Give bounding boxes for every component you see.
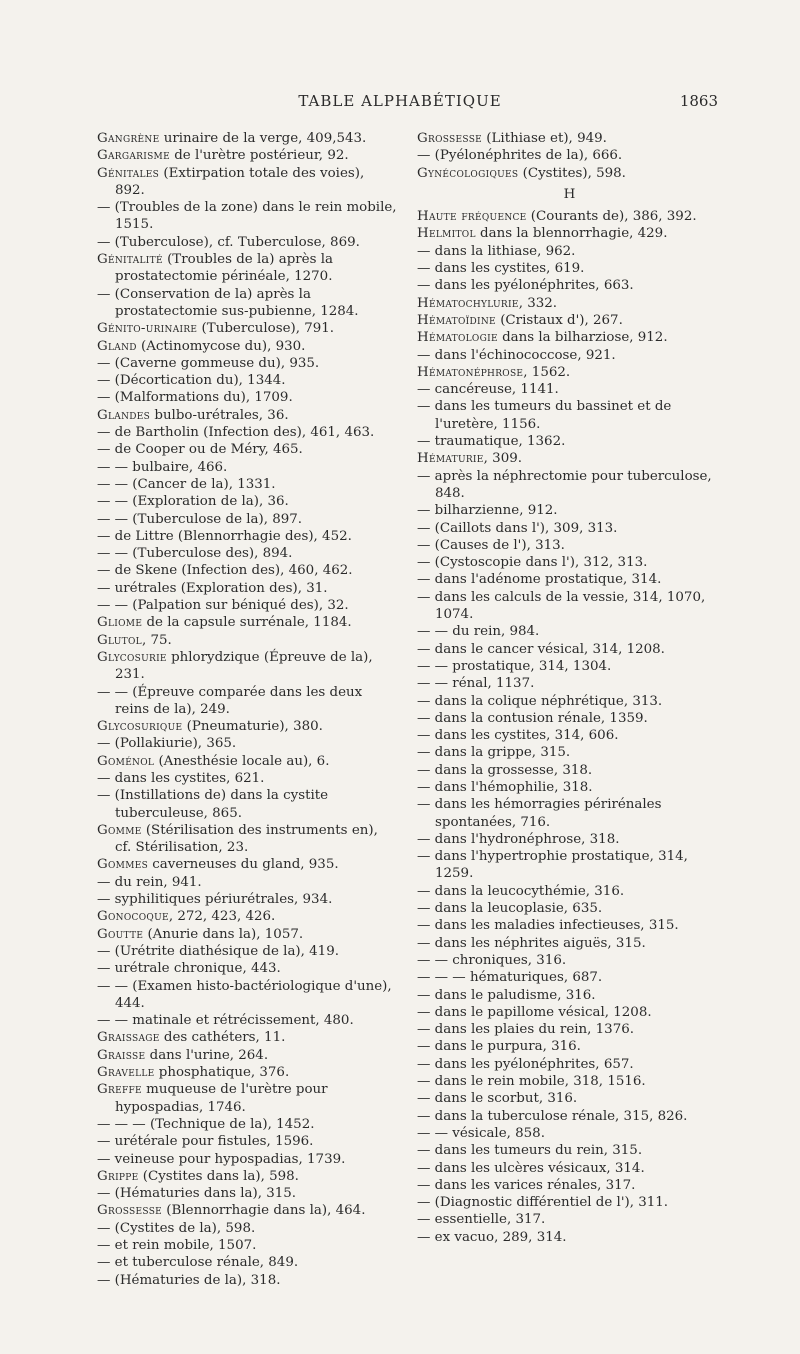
- index-entry: [97, 545, 397, 562]
- index-entry: [97, 1012, 397, 1029]
- entry-text: — — bulbaire, 466.: [97, 459, 228, 475]
- entry-headword: Grossesse: [417, 131, 483, 146]
- entry-text: — (Pyélonéphrites de la), 666.: [417, 148, 623, 164]
- entry-text: — dans la grossesse, 318.: [417, 762, 593, 778]
- index-entry: [417, 900, 722, 917]
- index-entry: [97, 251, 397, 286]
- entry-text: — urétrales (Exploration des), 31.: [97, 580, 328, 596]
- entry-text: — dans les varices rénales, 317.: [417, 1177, 636, 1193]
- index-entry: [417, 502, 722, 519]
- entry-text: (Tuberculose), 791.: [197, 321, 335, 337]
- entry-headword: Graisse: [97, 1047, 146, 1063]
- entry-text: — après la néphrectomie pour tuberculose, 848.: [417, 468, 712, 501]
- index-entry: [417, 1160, 722, 1177]
- entry-text: (Pneumaturie), 380.: [182, 719, 323, 735]
- entry-headword: Gomme: [97, 822, 142, 838]
- index-entry: [417, 1177, 722, 1194]
- index-entry: [417, 969, 722, 986]
- entry-text: — — (Tuberculose de la), 897.: [97, 511, 303, 527]
- index-entry: [97, 580, 397, 597]
- entry-text: — de Skene (Infection des), 460, 462.: [97, 563, 353, 579]
- entry-headword: Gonocoque: [97, 909, 169, 925]
- page-number: 1863: [679, 92, 718, 110]
- entry-headword: Gommes: [97, 857, 149, 873]
- entry-headword: Génito-urinaire: [97, 321, 198, 337]
- index-entry: [97, 424, 397, 441]
- entry-text: — — du rein, 984.: [417, 624, 540, 640]
- entry-headword: Graissage: [97, 1030, 160, 1046]
- entry-text: — dans les néphrites aiguës, 315.: [417, 935, 646, 951]
- index-entry: [417, 796, 722, 831]
- index-entry: [97, 165, 397, 200]
- entry-text: — dans les maladies infectieuses, 315.: [417, 918, 679, 934]
- entry-headword: Hématonéphrose: [417, 364, 524, 380]
- index-entry: [97, 476, 397, 493]
- entry-text: — — (Palpation sur béniqué des), 32.: [97, 598, 349, 614]
- entry-headword: Gland: [97, 338, 137, 354]
- index-entry: [417, 952, 722, 969]
- entry-text: (Actinomycose du), 930.: [136, 338, 306, 354]
- entry-headword: Grossesse: [97, 1203, 163, 1219]
- index-entry: [97, 822, 397, 857]
- entry-text: dans la blennorrhagie, 429.: [475, 226, 668, 242]
- index-entry: [417, 295, 722, 312]
- index-entry: [417, 935, 722, 952]
- index-entry: [417, 917, 722, 934]
- entry-text: — dans l'adénome prostatique, 314.: [417, 572, 662, 588]
- entry-text: — cancéreuse, 1141.: [417, 382, 559, 398]
- entry-text: (Blennorrhagie dans la), 464.: [162, 1203, 366, 1219]
- index-entry: [417, 1142, 722, 1159]
- index-entry: [97, 459, 397, 476]
- entry-text: — (Urétrite diathésique de la), 419.: [97, 943, 339, 959]
- index-entry: [417, 641, 722, 658]
- index-entry: [97, 856, 397, 873]
- entry-text: — et tuberculose rénale, 849.: [97, 1255, 299, 1271]
- index-entry: [97, 1133, 397, 1150]
- entry-text: — dans les ulcères vésicaux, 314.: [417, 1160, 645, 1176]
- entry-text: — dans les cystites, 621.: [97, 770, 265, 786]
- index-entry: [97, 562, 397, 579]
- index-entry: [97, 1220, 397, 1237]
- index-entry: [97, 770, 397, 787]
- entry-text: — (Conservation de la) après la prostatectomie sus-pubienne, 1284.: [97, 286, 359, 319]
- index-entry: [417, 398, 722, 433]
- index-entry: [97, 632, 397, 649]
- entry-text: dans la bilharziose, 912.: [497, 330, 668, 346]
- entry-headword: Haute fréquence: [417, 209, 527, 225]
- entry-text: — bilharzienne, 912.: [417, 503, 558, 519]
- entry-text: (Cystites dans la), 598.: [138, 1168, 299, 1184]
- index-entry: [417, 779, 722, 796]
- entry-headword: Glycosurie: [97, 649, 167, 665]
- entry-text: des cathéters, 11.: [159, 1030, 286, 1046]
- index-entry: [417, 1056, 722, 1073]
- index-entry: [417, 589, 722, 624]
- entry-text: — de Cooper ou de Méry, 465.: [97, 442, 303, 458]
- index-entry: [417, 1038, 722, 1055]
- entry-text: — dans le papillome vésical, 1208.: [417, 1004, 652, 1020]
- entry-headword: Génitalité: [97, 252, 163, 268]
- index-entry: [417, 1090, 722, 1107]
- index-entry: [417, 1108, 722, 1125]
- entry-headword: Hématoïdine: [417, 312, 496, 328]
- entry-text: — (Hématuries dans la), 315.: [97, 1186, 297, 1202]
- index-entry: [417, 147, 722, 164]
- index-entry: [417, 1211, 722, 1228]
- index-entry: [417, 364, 722, 381]
- index-group-g: [417, 130, 722, 182]
- index-entry: [417, 1194, 722, 1211]
- index-entry: [417, 1125, 722, 1142]
- index-entry: [417, 848, 722, 883]
- entry-text: — de Littre (Blennorrhagie des), 452.: [97, 528, 352, 544]
- entry-text: caverneuses du gland, 935.: [148, 857, 339, 873]
- entry-headword: Grippe: [97, 1168, 139, 1184]
- index-entry: [417, 277, 722, 294]
- index-entry: [417, 883, 722, 900]
- entry-text: — traumatique, 1362.: [417, 434, 566, 450]
- entry-text: muqueuse de l'urètre pour hypospadias, 1746.: [115, 1082, 328, 1115]
- entry-headword: Génitales: [97, 165, 160, 181]
- index-entry: [97, 1081, 397, 1116]
- entry-text: — (Instillations de) dans la cystite tuberculeuse, 865.: [97, 788, 329, 821]
- entry-text: — dans la colique néphrétique, 313.: [417, 693, 663, 709]
- index-entry: [97, 338, 397, 355]
- entry-text: (Anurie dans la), 1057.: [143, 926, 304, 942]
- index-group-h: [417, 208, 722, 1246]
- page-header: [0, 92, 800, 112]
- index-entry: [417, 675, 722, 692]
- index-entry: [417, 571, 722, 588]
- index-entry: [97, 735, 397, 752]
- index-entry: [97, 1168, 397, 1185]
- index-entry: [97, 978, 397, 1013]
- index-entry: [97, 320, 397, 337]
- entry-text: — (Caillots dans l'), 309, 313.: [417, 520, 618, 536]
- entry-text: (Cystites), 598.: [518, 165, 626, 181]
- entry-text: — — chroniques, 316.: [417, 952, 567, 968]
- index-entry: [97, 1047, 397, 1064]
- entry-headword: Gravelle: [97, 1065, 155, 1081]
- index-entry: [417, 1073, 722, 1090]
- entry-text: — — (Tuberculose des), 894.: [97, 546, 293, 562]
- index-entry: [97, 1202, 397, 1219]
- entry-text: — dans la contusion rénale, 1359.: [417, 710, 648, 726]
- entry-text: — du rein, 941.: [97, 874, 202, 890]
- entry-text: — (Décortication du), 1344.: [97, 373, 286, 389]
- index-entry: [97, 511, 397, 528]
- entry-text: (Extirpation totale des voies), 892.: [115, 165, 365, 198]
- entry-text: — — — (Technique de la), 1452.: [97, 1116, 315, 1132]
- entry-text: — — (Exploration de la), 36.: [97, 494, 289, 510]
- index-entry: [97, 753, 397, 770]
- entry-text: — dans l'échinococcose, 921.: [417, 347, 616, 363]
- entry-text: — dans la lithiase, 962.: [417, 243, 576, 259]
- entry-text: — (Cystoscopie dans l'), 312, 313.: [417, 555, 648, 571]
- entry-text: — dans les cystites, 314, 606.: [417, 728, 619, 744]
- index-entry: [97, 891, 397, 908]
- index-column-left: [97, 130, 397, 1289]
- running-title: TABLE ALPHABÉTIQUE: [298, 92, 502, 110]
- entry-headword: Hématologie: [417, 330, 498, 346]
- entry-text: (Lithiase et), 949.: [482, 131, 607, 146]
- index-entry: [417, 520, 722, 537]
- entry-text: — (Pollakiurie), 365.: [97, 736, 237, 752]
- index-entry: [97, 1185, 397, 1202]
- entry-text: — — matinale et rétrécissement, 480.: [97, 1013, 354, 1029]
- entry-text: urinaire de la verge, 409,543.: [159, 131, 367, 146]
- entry-text: — (Tuberculose), cf. Tuberculose, 869.: [97, 234, 360, 250]
- entry-text: — (Hématuries de la), 318.: [97, 1272, 281, 1288]
- index-entry: [417, 468, 722, 503]
- entry-text: dans l'urine, 264.: [145, 1047, 269, 1063]
- entry-text: — dans l'hydronéphrose, 318.: [417, 831, 620, 847]
- entry-headword: Greffe: [97, 1082, 142, 1098]
- index-entry: [97, 684, 397, 719]
- entry-text: bulbo-urétrales, 36.: [150, 407, 289, 423]
- index-entry: [97, 199, 397, 234]
- index-entry: [97, 1237, 397, 1254]
- index-entry: [97, 960, 397, 977]
- index-entry: [97, 1116, 397, 1133]
- entry-text: — essentielle, 317.: [417, 1212, 546, 1228]
- entry-text: — dans le purpura, 316.: [417, 1039, 581, 1055]
- entry-headword: Goutte: [97, 926, 144, 942]
- entry-text: phlorydzique (Épreuve de la), 231.: [115, 649, 373, 683]
- index-entry: [417, 260, 722, 277]
- entry-text: (Anesthésie locale au), 6.: [154, 753, 330, 769]
- entry-headword: Goménol: [97, 753, 155, 769]
- entry-text: phosphatique, 376.: [154, 1065, 290, 1081]
- entry-text: — (Causes de l'), 313.: [417, 537, 565, 553]
- index-entry: [417, 1004, 722, 1021]
- index-entry: [97, 943, 397, 960]
- index-entry: [97, 441, 397, 458]
- entry-text: (Stérilisation des instruments en), cf. Stérilisation, 23.: [115, 822, 378, 856]
- index-entry: [417, 433, 722, 450]
- entry-text: — — prostatique, 314, 1304.: [417, 658, 612, 674]
- entry-text: — dans les pyélonéphrites, 663.: [417, 278, 634, 294]
- entry-text: — — — hématuriques, 687.: [417, 970, 603, 986]
- entry-text: — — (Épreuve comparée dans les deux reins de la), 249.: [97, 684, 363, 717]
- index-entry: [97, 787, 397, 822]
- index-entry: [97, 614, 397, 631]
- index-entry: [417, 243, 722, 260]
- entry-text: — dans le paludisme, 316.: [417, 987, 596, 1003]
- entry-text: — — vésicale, 858.: [417, 1125, 545, 1141]
- index-entry: [97, 407, 397, 424]
- entry-text: — dans les plaies du rein, 1376.: [417, 1022, 634, 1038]
- entry-text: — — (Cancer de la), 1331.: [97, 476, 276, 492]
- entry-headword: Hématochylurie: [417, 295, 519, 311]
- entry-text: — — (Examen histo-bactériologique d'une), 444.: [97, 978, 392, 1011]
- entry-text: — (Malformations du), 1709.: [97, 390, 293, 406]
- entry-text: — dans l'hémophilie, 318.: [417, 779, 593, 795]
- entry-text: (Troubles de la) après la prostatectomie périnéale, 1270.: [115, 252, 333, 285]
- index-entry: [97, 1254, 397, 1271]
- entry-text: , 332.: [518, 295, 558, 311]
- entry-text: — (Diagnostic différentiel de l'), 311.: [417, 1195, 669, 1211]
- index-entry: [417, 537, 722, 554]
- index-entry: [417, 1229, 722, 1246]
- entry-text: , 272, 423, 426.: [168, 909, 276, 925]
- index-entry: [417, 658, 722, 675]
- index-column-right: [417, 130, 722, 1246]
- index-entry: [97, 718, 397, 735]
- entry-text: — de Bartholin (Infection des), 461, 463.: [97, 425, 375, 441]
- index-entry: [97, 528, 397, 545]
- index-entry: [97, 355, 397, 372]
- entry-text: de la capsule surrénale, 1184.: [142, 615, 352, 631]
- index-entry: [417, 225, 722, 242]
- index-entry: [97, 926, 397, 943]
- entry-text: — dans les pyélonéphrites, 657.: [417, 1056, 634, 1072]
- entry-text: — (Cystites de la), 598.: [97, 1220, 256, 1236]
- entry-text: — dans les hémorragies périrénales spontanées, 716.: [417, 797, 662, 830]
- index-entry: [97, 1272, 397, 1289]
- index-entry: [417, 831, 722, 848]
- index-entry: [97, 874, 397, 891]
- entry-text: — dans l'hypertrophie prostatique, 314, 1259.: [417, 849, 688, 882]
- entry-text: , 75.: [141, 632, 172, 648]
- index-entry: [97, 372, 397, 389]
- index-entry: [417, 710, 722, 727]
- entry-text: — ex vacuo, 289, 314.: [417, 1229, 567, 1245]
- index-entry: [97, 1029, 397, 1046]
- entry-text: — (Troubles de la zone) dans le rein mobile, 1515.: [97, 200, 397, 233]
- entry-text: — et rein mobile, 1507.: [97, 1238, 257, 1253]
- entry-text: — dans le cancer vésical, 314, 1208.: [417, 641, 665, 657]
- entry-text: — dans les tumeurs du bassinet et de l'uretère, 1156.: [417, 399, 672, 432]
- index-entry: [417, 554, 722, 571]
- index-entry: [417, 693, 722, 710]
- index-entry: [417, 130, 722, 147]
- entry-text: — dans les tumeurs du rein, 315.: [417, 1143, 643, 1159]
- entry-text: — dans la leucoplasie, 635.: [417, 901, 603, 917]
- entry-headword: Glutol: [97, 632, 142, 648]
- index-entry: [97, 597, 397, 614]
- entry-headword: Glandes: [97, 407, 151, 423]
- index-entry: [417, 381, 722, 398]
- entry-text: — urétrale chronique, 443.: [97, 961, 281, 977]
- index-entry: [417, 347, 722, 364]
- entry-headword: Hématurie: [417, 451, 484, 467]
- index-entry: [417, 744, 722, 761]
- entry-text: , 309.: [483, 451, 522, 467]
- entry-text: — dans les calculs de la vessie, 314, 1070, 1074.: [417, 589, 706, 623]
- index-entry: [417, 623, 722, 640]
- entry-text: — dans la grippe, 315.: [417, 745, 571, 761]
- index-entry: [97, 649, 397, 684]
- entry-text: — dans le scorbut, 316.: [417, 1091, 578, 1107]
- entry-text: — veineuse pour hypospadias, 1739.: [97, 1151, 346, 1167]
- index-entry: [417, 1021, 722, 1038]
- entry-text: — urétérale pour fistules, 1596.: [97, 1134, 314, 1150]
- entry-text: — (Caverne gommeuse du), 935.: [97, 355, 320, 371]
- index-entry: [97, 1151, 397, 1168]
- entry-headword: Gliome: [97, 615, 143, 631]
- index-entry: [417, 450, 722, 467]
- index-entry: [417, 312, 722, 329]
- entry-text: — dans le rein mobile, 318, 1516.: [417, 1074, 646, 1090]
- index-entry: [417, 727, 722, 744]
- index-entry: [417, 329, 722, 346]
- index-entry: [417, 165, 722, 182]
- entry-headword: Gargarisme: [97, 148, 170, 164]
- section-letter: H: [563, 186, 576, 202]
- entry-text: — syphilitiques périurétrales, 934.: [97, 892, 333, 908]
- entry-text: — dans la leucocythémie, 316.: [417, 883, 625, 899]
- entry-headword: Helmitol: [417, 226, 476, 242]
- index-entry: [97, 1064, 397, 1081]
- entry-text: — — rénal, 1137.: [417, 676, 535, 692]
- index-entry: [97, 234, 397, 251]
- index-entry: [97, 286, 397, 321]
- index-entry: [97, 147, 397, 164]
- entry-text: , 1562.: [523, 364, 571, 380]
- index-entry: [417, 208, 722, 225]
- entry-headword: Gynécologiques: [417, 165, 519, 181]
- entry-text: (Cristaux d'), 267.: [495, 312, 623, 328]
- entry-text: — dans les cystites, 619.: [417, 261, 585, 277]
- entry-text: (Courants de), 386, 392.: [526, 209, 697, 225]
- index-entry: [97, 130, 397, 147]
- entry-headword: Glycosurique: [97, 719, 183, 735]
- index-entry: [97, 389, 397, 406]
- entry-text: — dans la tuberculose rénale, 315, 826.: [417, 1108, 688, 1124]
- index-entry: [97, 908, 397, 925]
- entry-headword: Gangrène: [97, 131, 160, 146]
- index-entry: [97, 493, 397, 510]
- index-entry: [417, 762, 722, 779]
- entry-text: de l'urètre postérieur, 92.: [169, 148, 349, 164]
- index-entry: [417, 987, 722, 1004]
